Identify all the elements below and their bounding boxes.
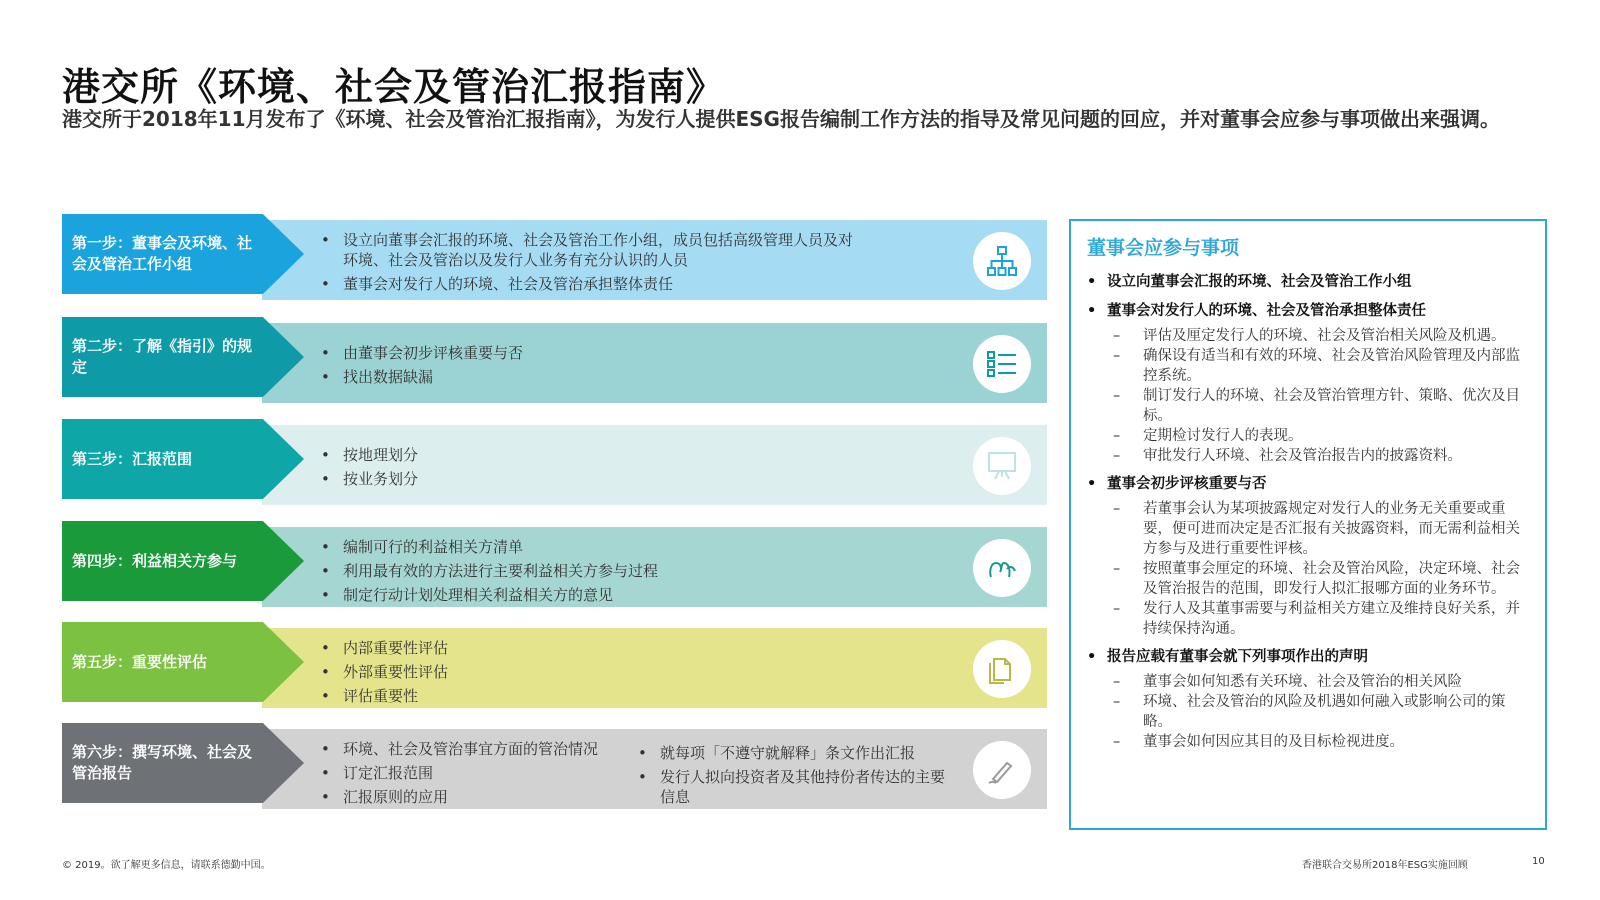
board-matter-subitem: – 董事会如何因应其目的及目标检视进度。: [1113, 732, 1531, 752]
step-bullet-list: [317, 638, 877, 710]
step-row: [62, 521, 1047, 604]
step-bullet: • 发行人拟向投资者及其他持份者传达的主要信息: [634, 767, 954, 807]
step-bullet: • 利用最有效的方法进行主要利益相关方参与过程: [317, 561, 877, 581]
step-bullet: • 按业务划分: [317, 469, 877, 489]
step-bullet: • 内部重要性评估: [317, 638, 877, 658]
step-row: [62, 317, 1047, 397]
step-bullet: • 董事会对发行人的环境、社会及管治承担整体责任: [317, 274, 857, 294]
board-matter-sublist: [1113, 672, 1531, 752]
step-bullet-list: [317, 343, 877, 391]
board-matter-subitem: – 定期检讨发行人的表现。: [1113, 426, 1531, 446]
step-bullet-list: [317, 537, 877, 609]
step-bullet: • 就每项「不遵守就解释」条文作出汇报: [634, 743, 954, 763]
board-matter-subitem: – 按照董事会厘定的环境、社会及管治风险，决定环境、社会及管治报告的范围，即发行人拟汇报哪方面的业务环节。: [1113, 559, 1531, 599]
step-bullet: • 制定行动计划处理相关利益相关方的意见: [317, 585, 877, 605]
step-bullet-list: [317, 445, 877, 493]
board-matter-item: • 设立向董事会汇报的环境、社会及管治工作小组: [1085, 272, 1531, 292]
step-bullet: • 找出数据缺漏: [317, 367, 877, 387]
board-matter-subitem: – 董事会如何知悉有关环境、社会及管治的相关风险: [1113, 672, 1531, 692]
step-bullet: • 由董事会初步评核重要与否: [317, 343, 877, 363]
step-row: [62, 622, 1047, 705]
step-bullet: • 外部重要性评估: [317, 662, 877, 682]
step-bullet: • 汇报原则的应用: [317, 787, 637, 807]
board-matter-subitem: – 审批发行人环境、社会及管治报告内的披露资料。: [1113, 446, 1531, 466]
board-matter-subitem: – 若董事会认为某项披露规定对发行人的业务无关重要或重要，便可进而决定是否汇报有关披露资料，而无需利益相关方参与及进行重要性评核。: [1113, 499, 1531, 559]
step-bullet-list: [317, 739, 637, 811]
org-chart-icon: [973, 232, 1031, 290]
step-label: 第一步：董事会及环境、社会及管治工作小组: [72, 234, 253, 273]
board-matter-subitem: – 发行人及其董事需要与利益相关方建立及维持良好关系，并持续保持沟通。: [1113, 599, 1531, 639]
page-number: 10: [1532, 856, 1545, 867]
presentation-board-icon: [973, 437, 1031, 495]
step-label: 第六步：撰写环境、社会及管治报告: [72, 743, 253, 782]
step-bullet: • 订定汇报范围: [317, 763, 637, 783]
step-bullet: • 按地理划分: [317, 445, 877, 465]
step-bullet: • 编制可行的利益相关方清单: [317, 537, 877, 557]
people-icon: [973, 539, 1031, 597]
board-matters-title: 董事会应参与事项: [1087, 237, 1240, 259]
step-bullet: • 设立向董事会汇报的环境、社会及管治工作小组，成员包括高级管理人员及对环境、社会及管治以及发行人业务有充分认识的人员: [317, 230, 857, 270]
step-bullet: • 环境、社会及管治事宜方面的管治情况: [317, 739, 637, 759]
page-subtitle: 港交所于2018年11月发布了《环境、社会及管治汇报指南》，为发行人提供ESG报告编制工作方法的指导及常见问题的回应，并对董事会应参与事项做出来强调。: [62, 107, 1500, 131]
step-bullet-list: [317, 230, 857, 298]
board-matter-subitem: – 制订发行人的环境、社会及管治管理方针、策略、优次及目标。: [1113, 386, 1531, 426]
step-row: [62, 419, 1047, 499]
board-matter-sublist: [1113, 499, 1531, 639]
step-label: 第二步：了解《指引》的规定: [72, 337, 253, 376]
board-matter-item: • 董事会初步评核重要与否: [1085, 474, 1531, 494]
step-label: 第三步：汇报范围: [72, 449, 193, 468]
step-row: [62, 723, 1047, 806]
board-matter-sublist: [1113, 326, 1531, 466]
pen-writing-icon: [973, 741, 1031, 799]
documents-icon: [973, 640, 1031, 698]
footer-copyright: © 2019。欲了解更多信息，请联系德勤中国。: [62, 860, 271, 871]
step-bullet: • 评估重要性: [317, 686, 877, 706]
step-label: 第五步：重要性评估: [72, 652, 208, 671]
step-bullet-list-secondary: [634, 743, 954, 811]
step-label: 第四步：利益相关方参与: [72, 551, 238, 570]
step-row: [62, 214, 1047, 294]
board-matter-subitem: – 确保设有适当和有效的环境、社会及管治风险管理及内部监控系统。: [1113, 346, 1531, 386]
board-matters-panel: [1069, 219, 1547, 830]
board-matters-list: [1085, 272, 1531, 752]
page-title: 港交所《环境、社会及管治汇报指南》: [62, 65, 726, 109]
board-matter-item: • 报告应载有董事会就下列事项作出的声明: [1085, 647, 1531, 667]
footer-report-title: 香港联合交易所2018年ESG实施回顾: [1302, 860, 1468, 871]
board-matter-subitem: – 环境、社会及管治的风险及机遇如何融入或影响公司的策略。: [1113, 692, 1531, 732]
checklist-icon: [973, 335, 1031, 393]
board-matter-subitem: – 评估及厘定发行人的环境、社会及管治相关风险及机遇。: [1113, 326, 1531, 346]
board-matter-item: • 董事会对发行人的环境、社会及管治承担整体责任: [1085, 301, 1531, 321]
